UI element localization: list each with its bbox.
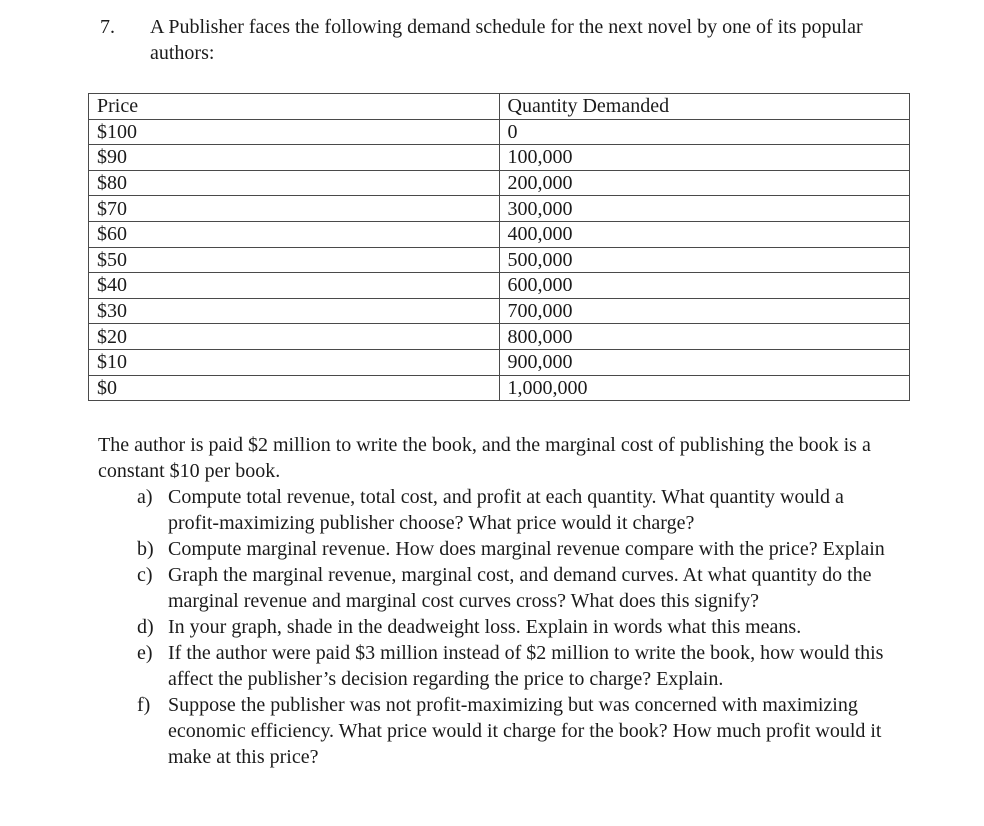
- demand-schedule-table: [88, 93, 910, 401]
- demand-table-body: [89, 119, 910, 401]
- table-row: [89, 119, 910, 145]
- table-row: [89, 145, 910, 171]
- subquestion-item: [88, 640, 912, 692]
- price-cell: $60: [89, 221, 500, 247]
- quantity-cell: 1,000,000: [499, 375, 910, 401]
- table-row: [89, 273, 910, 299]
- scanned-document-page: [88, 0, 912, 770]
- subquestion-item: [88, 484, 912, 536]
- subquestion-letter: d): [137, 616, 154, 639]
- price-cell: $70: [89, 196, 500, 222]
- subquestion-item: [88, 562, 912, 614]
- table-row: [89, 349, 910, 375]
- subquestion-item: [88, 536, 912, 562]
- table-row: [89, 324, 910, 350]
- quantity-cell: 600,000: [499, 273, 910, 299]
- table-header-row: [89, 94, 910, 120]
- price-cell: $10: [89, 349, 500, 375]
- price-cell: $100: [89, 119, 500, 145]
- table-row: [89, 298, 910, 324]
- price-cell: $20: [89, 324, 500, 350]
- subquestion-letter: b): [137, 538, 154, 561]
- price-cell: $90: [89, 145, 500, 171]
- quantity-cell: 400,000: [499, 221, 910, 247]
- quantity-column-header: Quantity Demanded: [499, 94, 910, 120]
- quantity-cell: 0: [499, 119, 910, 145]
- question-heading: [88, 14, 912, 66]
- cost-description-paragraph: The author is paid $2 million to write the book, and the marginal cost of publishing the book is a constant $10 per book.: [98, 434, 871, 483]
- subquestion-text: Compute total revenue, total cost, and profit at each quantity. What quantity would a profit-maximizing publisher choose? What price would it charge?: [168, 486, 844, 535]
- table-row: [89, 196, 910, 222]
- quantity-cell: 800,000: [499, 324, 910, 350]
- price-cell: $40: [89, 273, 500, 299]
- subquestion-letter: a): [137, 486, 153, 509]
- table-row: [89, 221, 910, 247]
- subquestion-text: Suppose the publisher was not profit-maximizing but was concerned with maximizing economic efficiency. What price would it charge for the book? How much profit would it make at this price?: [168, 694, 882, 769]
- quantity-cell: 200,000: [499, 170, 910, 196]
- subquestion-letter: e): [137, 642, 153, 665]
- price-cell: $50: [89, 247, 500, 273]
- subquestion-text: Compute marginal revenue. How does marginal revenue compare with the price? Explain: [168, 538, 885, 561]
- table-row: [89, 247, 910, 273]
- table-row: [89, 375, 910, 401]
- subquestion-item: [88, 614, 912, 640]
- quantity-cell: 300,000: [499, 196, 910, 222]
- subquestion-text: In your graph, shade in the deadweight loss. Explain in words what this means.: [168, 616, 802, 639]
- subquestion-text: Graph the marginal revenue, marginal cost, and demand curves. At what quantity do the marginal revenue and marginal cost curves cross? What does this signify?: [168, 564, 872, 613]
- quantity-cell: 100,000: [499, 145, 910, 171]
- quantity-cell: 700,000: [499, 298, 910, 324]
- subquestion-letter: c): [137, 564, 153, 587]
- quantity-cell: 500,000: [499, 247, 910, 273]
- subquestion-text: If the author were paid $3 million instead of $2 million to write the book, how would this affect the publisher’s decision regarding the price to charge? Explain.: [168, 642, 884, 691]
- quantity-cell: 900,000: [499, 349, 910, 375]
- price-cell: $30: [89, 298, 500, 324]
- subquestion-list: [88, 484, 912, 770]
- table-row: [89, 170, 910, 196]
- question-intro-text: A Publisher faces the following demand schedule for the next novel by one of its popular authors:: [150, 16, 863, 64]
- subquestion-letter: f): [137, 694, 151, 717]
- subquestion-item: [88, 692, 912, 770]
- price-column-header: Price: [89, 94, 500, 120]
- price-cell: $80: [89, 170, 500, 196]
- price-cell: $0: [89, 375, 500, 401]
- question-number: 7.: [100, 16, 115, 38]
